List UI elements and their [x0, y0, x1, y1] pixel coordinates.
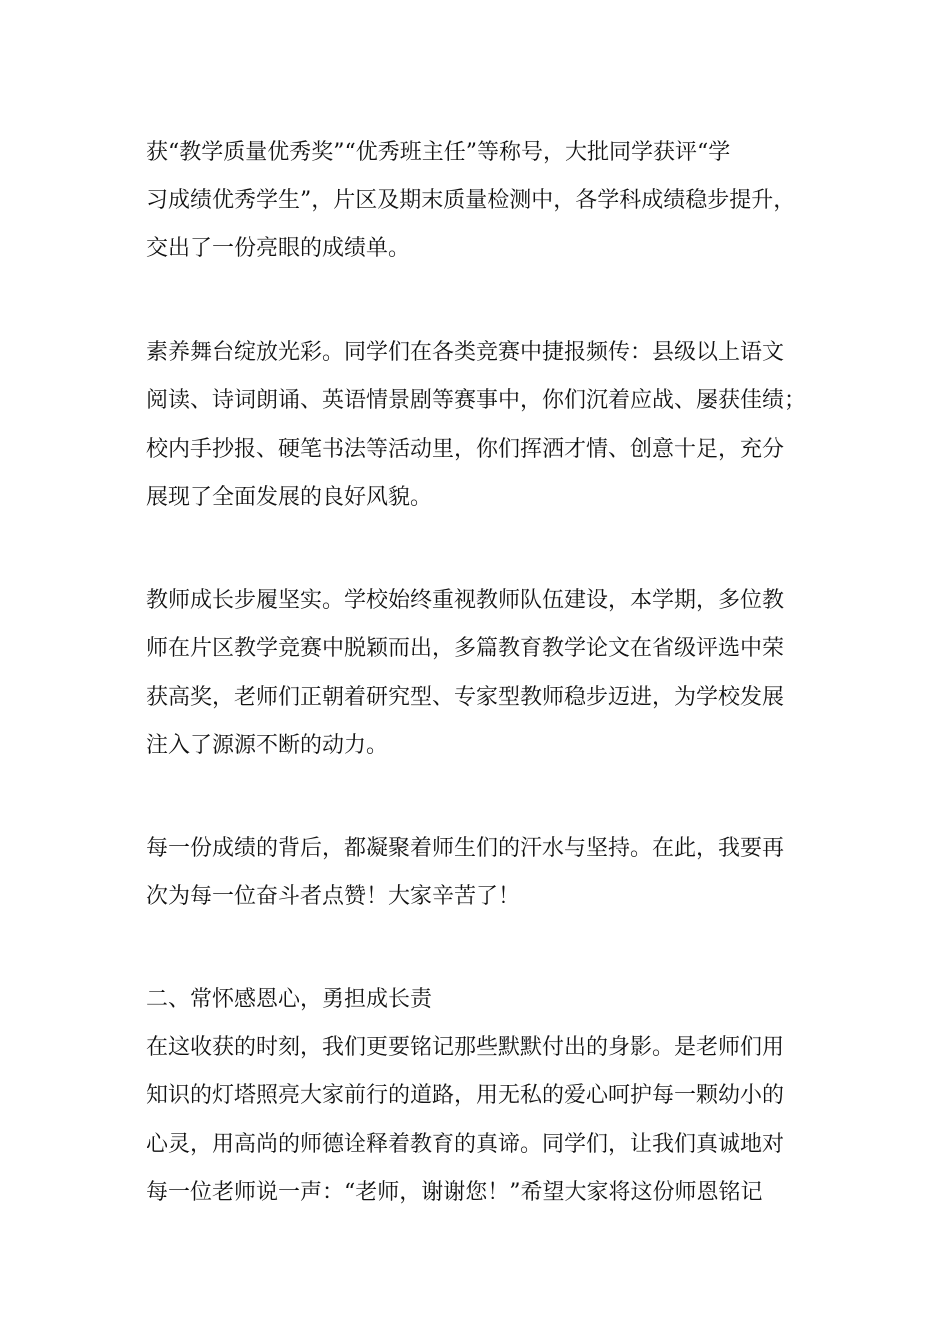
paragraph-4-line-2: 次为每一位奋斗者点赞！大家辛苦了！: [146, 884, 521, 909]
paragraph-3-line-4: 注入了源源不断的动力。: [146, 733, 389, 758]
section-heading: 二、常怀感恩心，勇担成长责: [146, 987, 433, 1012]
paragraph-1-line-3: 交出了一份亮眼的成绩单。: [146, 236, 411, 261]
paragraph-5-line-3: 心灵，用高尚的师德诠释着教育的真谛。同学们，让我们真诚地对: [146, 1132, 785, 1157]
paragraph-3-line-2: 师在片区教学竞赛中脱颖而出，多篇教育教学论文在省级评选中荣: [146, 636, 785, 661]
paragraph-2-line-4: 展现了全面发展的良好风貌。: [146, 485, 433, 510]
paragraph-2-line-3: 校内手抄报、硬笔书法等活动里，你们挥洒才情、创意十足，充分: [146, 437, 785, 462]
paragraph-1-line-1: 获“教学质量优秀奖”“优秀班主任”等称号，大批同学获评“学: [146, 140, 731, 165]
paragraph-4-line-1: 每一份成绩的背后，都凝聚着师生们的汗水与坚持。在此，我要再: [146, 836, 785, 861]
paragraph-1-line-2: 习成绩优秀学生”，片区及期末质量检测中，各学科成绩稳步提升，: [146, 188, 796, 213]
paragraph-3-line-3: 获高奖，老师们正朝着研究型、专家型教师稳步迈进，为学校发展: [146, 685, 785, 710]
paragraph-5-line-4: 每一位老师说一声：“老师，谢谢您！”希望大家将这份师恩铭记: [146, 1180, 763, 1205]
paragraph-5-line-2: 知识的灯塔照亮大家前行的道路，用无私的爱心呵护每一颗幼小的: [146, 1083, 785, 1108]
paragraph-5-line-1: 在这收获的时刻，我们更要铭记那些默默付出的身影。是老师们用: [146, 1035, 785, 1060]
paragraph-2-line-1: 素养舞台绽放光彩。同学们在各类竞赛中捷报频传：县级以上语文: [146, 340, 785, 365]
paragraph-2-line-2: 阅读、诗词朗诵、英语情景剧等赛事中，你们沉着应战、屡获佳绩；: [146, 388, 807, 413]
paragraph-3-line-1: 教师成长步履坚实。学校始终重视教师队伍建设，本学期，多位教: [146, 588, 785, 613]
